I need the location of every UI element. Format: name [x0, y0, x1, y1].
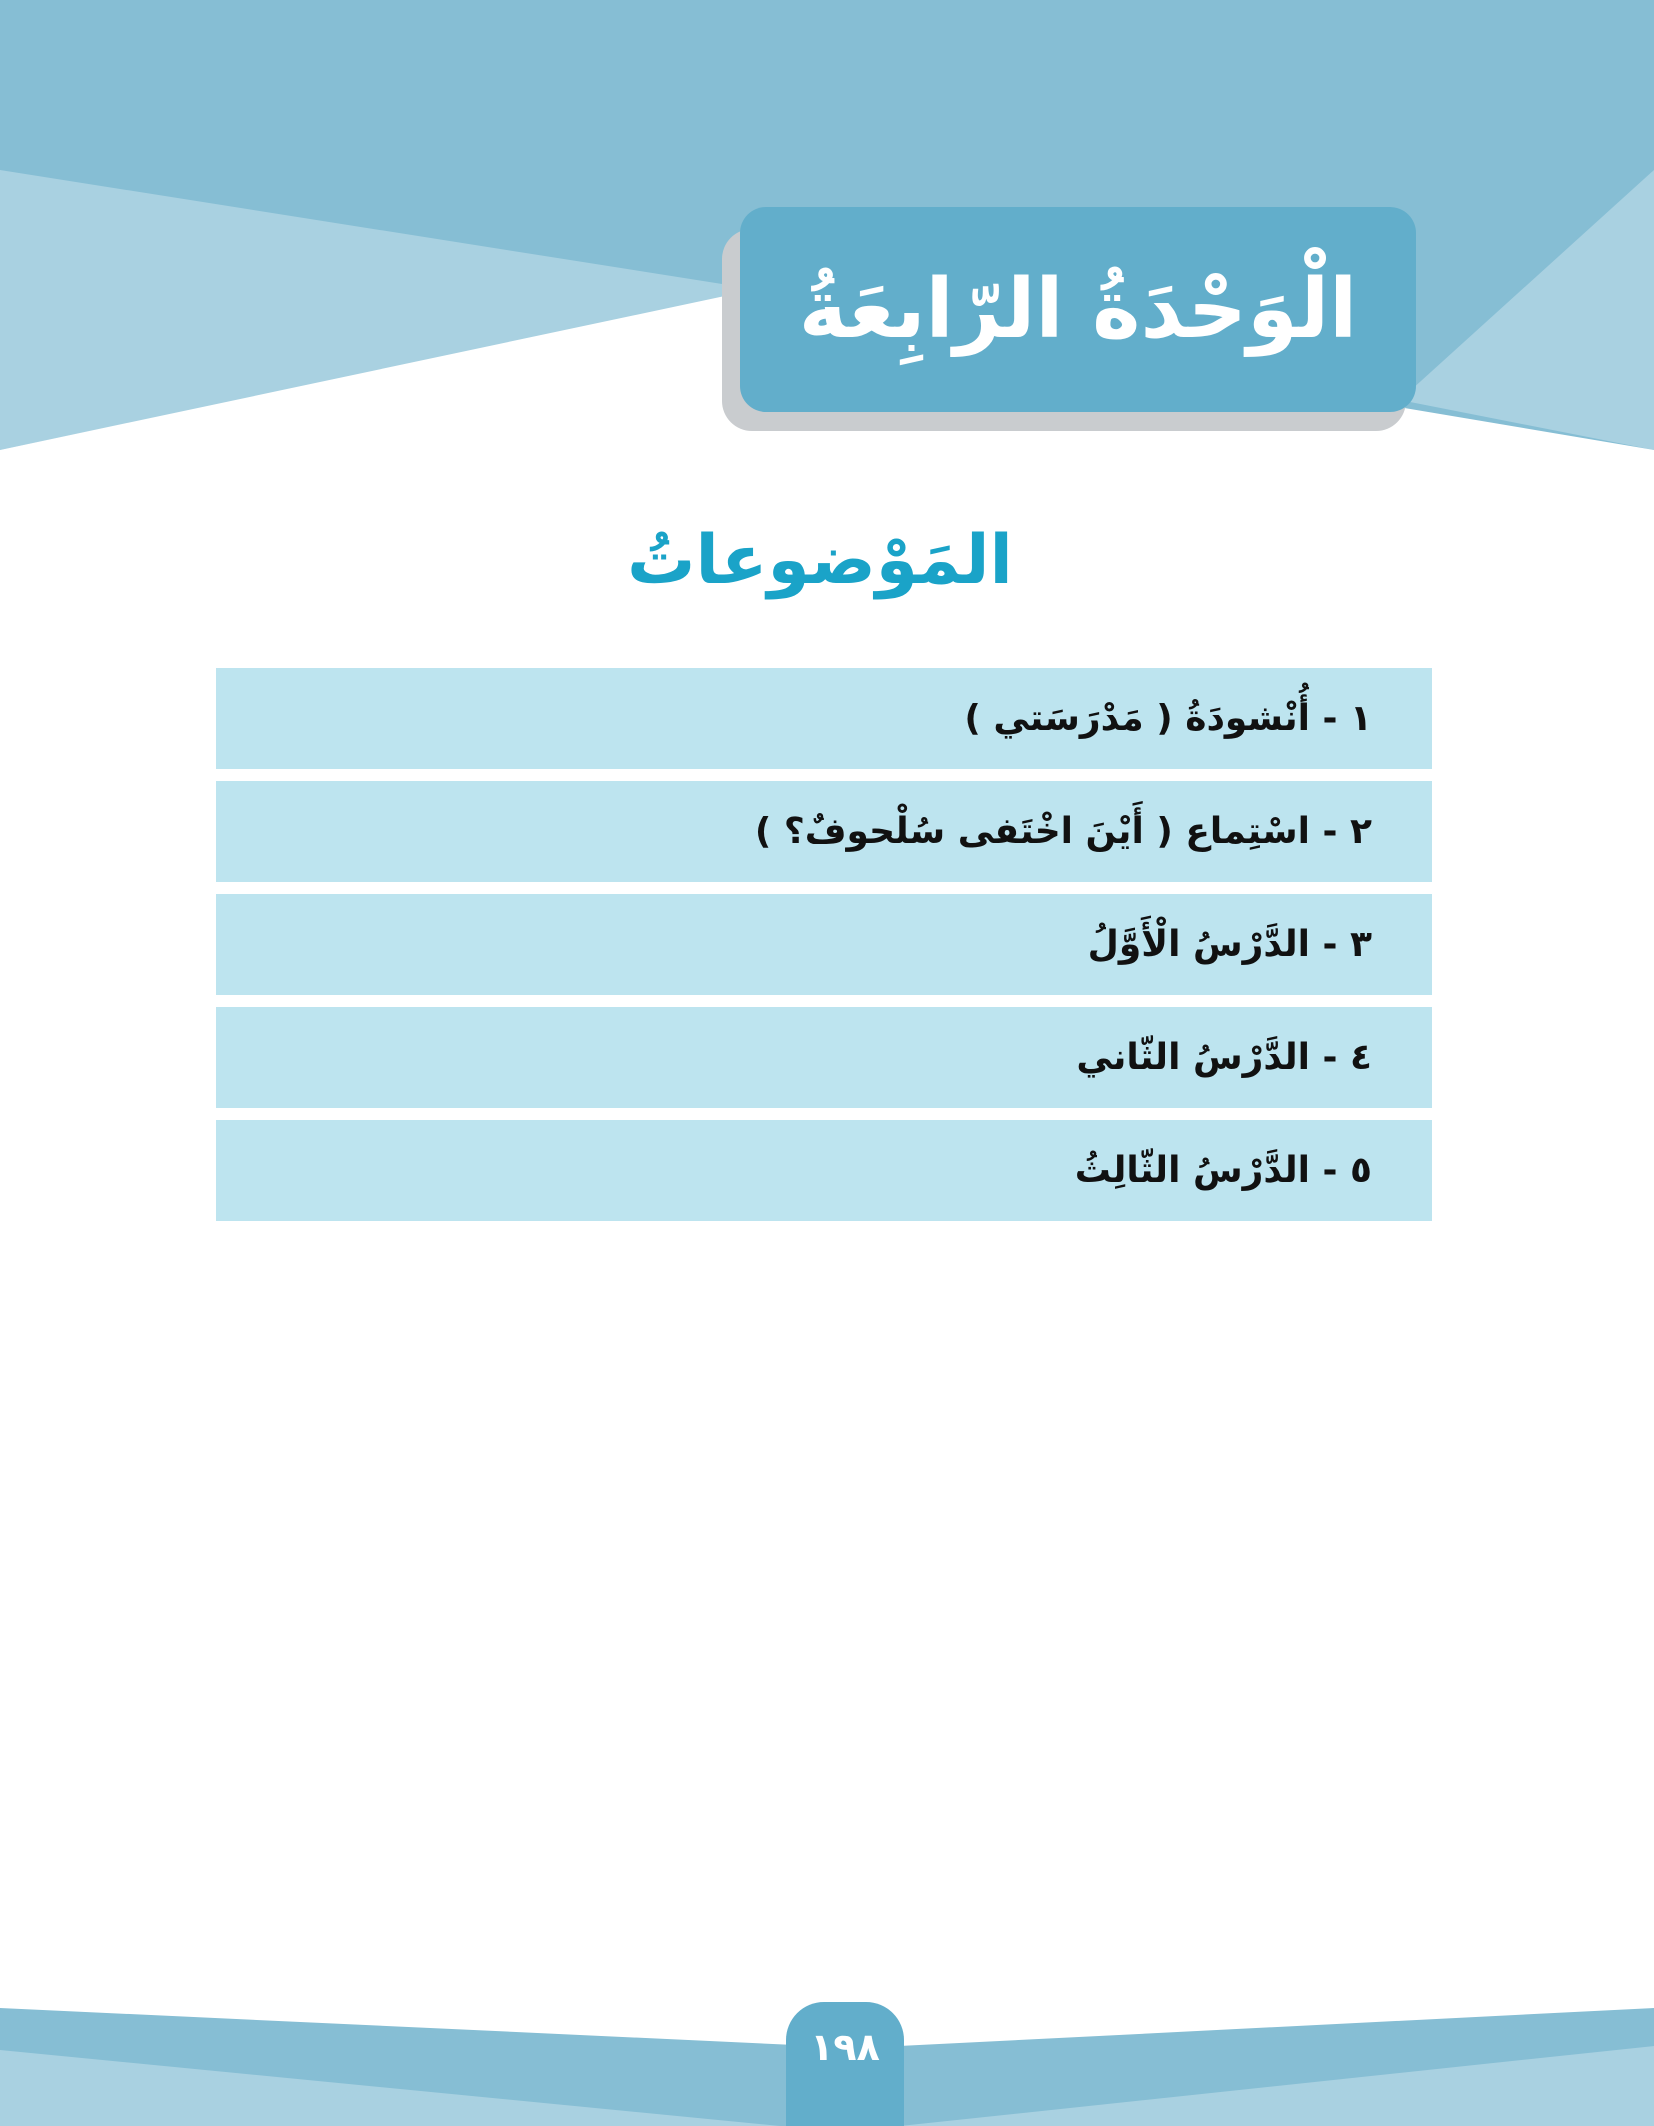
- topic-row: [216, 1120, 1432, 1221]
- topic-label: ٣ - الدَّرْسُ الْأَوَّلُ: [1087, 924, 1372, 965]
- topic-row: [216, 781, 1432, 882]
- topic-label: ١ - أُنْشودَةُ ( مَدْرَسَتي ): [964, 698, 1372, 739]
- topic-row: [216, 1007, 1432, 1108]
- topic-label: ٢ - اسْتِماع ( أَيْنَ اخْتَفى سُلْحوفٌ؟ ): [754, 811, 1372, 852]
- unit-title: الْوَحْدَةُ الرّابِعَةُ: [798, 261, 1358, 357]
- topic-label: ٥ - الدَّرْسُ الثّالِثُ: [1074, 1150, 1372, 1191]
- page-number-tab: [786, 2002, 904, 2126]
- unit-banner: [740, 207, 1416, 412]
- topics-heading: المَوْضوعاتُ: [627, 521, 1013, 600]
- page-number: ١٩٨: [810, 2025, 880, 2069]
- topic-row: [216, 668, 1432, 769]
- topic-label: ٤ - الدَّرْسُ الثّاني: [1076, 1037, 1372, 1078]
- topics-list: [216, 668, 1432, 1233]
- topic-row: [216, 894, 1432, 995]
